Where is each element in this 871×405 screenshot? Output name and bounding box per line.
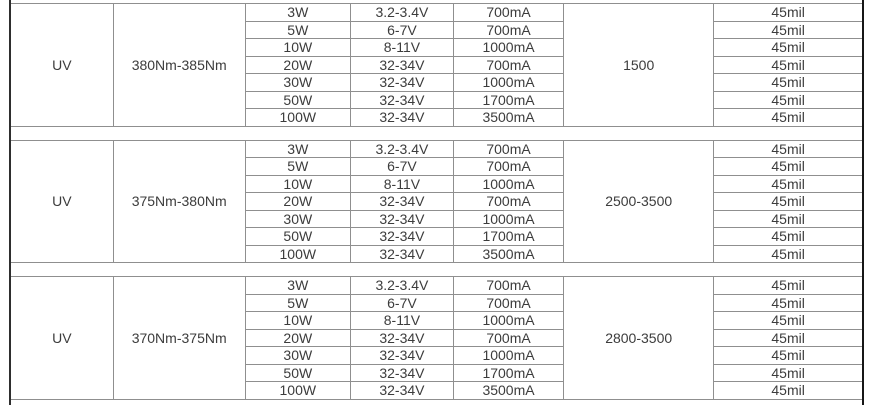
current-cell: 700mA <box>453 4 563 22</box>
wavelength-cell: 375Nm-380Nm <box>113 140 245 263</box>
spacer-cell <box>10 126 863 140</box>
current-cell: 700mA <box>453 193 563 211</box>
voltage-cell: 6-7V <box>350 21 453 39</box>
wattage-cell: 5W <box>245 21 350 39</box>
chip-size-cell: 45mil <box>714 4 863 22</box>
current-cell: 700mA <box>453 277 563 295</box>
spec-row <box>10 4 863 22</box>
chip-size-cell: 45mil <box>714 193 863 211</box>
chip-size-cell: 45mil <box>714 312 863 330</box>
wavelength-cell: 370Nm-375Nm <box>113 277 245 400</box>
spacer-row <box>10 263 863 277</box>
chip-size-cell: 45mil <box>714 329 863 347</box>
wavelength-cell: 380Nm-385Nm <box>113 4 245 127</box>
led-type-cell: UV <box>10 140 113 263</box>
spacer-row <box>10 126 863 140</box>
current-cell: 1000mA <box>453 39 563 57</box>
spec-row <box>10 140 863 158</box>
spacer-cell <box>10 263 863 277</box>
voltage-cell: 32-34V <box>350 74 453 92</box>
output-cell: 2800-3500 <box>564 277 714 400</box>
chip-size-cell: 45mil <box>714 158 863 176</box>
current-cell: 1000mA <box>453 210 563 228</box>
current-cell: 700mA <box>453 140 563 158</box>
voltage-cell: 8-11V <box>350 312 453 330</box>
wattage-cell: 10W <box>245 175 350 193</box>
wattage-cell: 20W <box>245 56 350 74</box>
wattage-cell: 50W <box>245 228 350 246</box>
current-cell: 1000mA <box>453 312 563 330</box>
current-cell: 1000mA <box>453 175 563 193</box>
chip-size-cell: 45mil <box>714 382 863 400</box>
wattage-cell: 3W <box>245 277 350 295</box>
current-cell: 1700mA <box>453 364 563 382</box>
output-cell: 1500 <box>564 4 714 127</box>
voltage-cell: 3.2-3.4V <box>350 277 453 295</box>
chip-size-cell: 45mil <box>714 74 863 92</box>
voltage-cell: 32-34V <box>350 347 453 365</box>
wattage-cell: 20W <box>245 329 350 347</box>
voltage-cell: 32-34V <box>350 210 453 228</box>
current-cell: 3500mA <box>453 245 563 263</box>
voltage-cell: 32-34V <box>350 329 453 347</box>
led-type-cell: UV <box>10 4 113 127</box>
wattage-cell: 30W <box>245 347 350 365</box>
current-cell: 700mA <box>453 294 563 312</box>
wattage-cell: 5W <box>245 294 350 312</box>
wattage-cell: 3W <box>245 140 350 158</box>
voltage-cell: 3.2-3.4V <box>350 4 453 22</box>
wattage-cell: 50W <box>245 91 350 109</box>
chip-size-cell: 45mil <box>714 56 863 74</box>
current-cell: 1000mA <box>453 347 563 365</box>
voltage-cell: 6-7V <box>350 158 453 176</box>
uv-led-spec-table <box>9 0 864 405</box>
chip-size-cell: 45mil <box>714 210 863 228</box>
current-cell: 3500mA <box>453 109 563 127</box>
chip-size-cell: 45mil <box>714 109 863 127</box>
spec-row <box>10 277 863 295</box>
voltage-cell: 6-7V <box>350 294 453 312</box>
current-cell: 1000mA <box>453 74 563 92</box>
voltage-cell: 32-34V <box>350 56 453 74</box>
voltage-cell: 32-34V <box>350 364 453 382</box>
current-cell: 1700mA <box>453 228 563 246</box>
current-cell: 1700mA <box>453 91 563 109</box>
spacer-row <box>10 399 863 405</box>
current-cell: 700mA <box>453 56 563 74</box>
voltage-cell: 8-11V <box>350 175 453 193</box>
chip-size-cell: 45mil <box>714 228 863 246</box>
current-cell: 700mA <box>453 158 563 176</box>
voltage-cell: 32-34V <box>350 245 453 263</box>
spacer-cell <box>10 399 863 405</box>
wattage-cell: 10W <box>245 39 350 57</box>
chip-size-cell: 45mil <box>714 277 863 295</box>
chip-size-cell: 45mil <box>714 21 863 39</box>
chip-size-cell: 45mil <box>714 294 863 312</box>
chip-size-cell: 45mil <box>714 175 863 193</box>
wattage-cell: 5W <box>245 158 350 176</box>
voltage-cell: 32-34V <box>350 228 453 246</box>
wattage-cell: 30W <box>245 210 350 228</box>
voltage-cell: 8-11V <box>350 39 453 57</box>
chip-size-cell: 45mil <box>714 91 863 109</box>
wattage-cell: 100W <box>245 382 350 400</box>
chip-size-cell: 45mil <box>714 364 863 382</box>
wattage-cell: 20W <box>245 193 350 211</box>
current-cell: 700mA <box>453 329 563 347</box>
chip-size-cell: 45mil <box>714 140 863 158</box>
voltage-cell: 32-34V <box>350 193 453 211</box>
chip-size-cell: 45mil <box>714 245 863 263</box>
wattage-cell: 3W <box>245 4 350 22</box>
spec-table-body <box>10 0 863 405</box>
wattage-cell: 10W <box>245 312 350 330</box>
wattage-cell: 50W <box>245 364 350 382</box>
current-cell: 700mA <box>453 21 563 39</box>
output-cell: 2500-3500 <box>564 140 714 263</box>
wattage-cell: 100W <box>245 245 350 263</box>
voltage-cell: 3.2-3.4V <box>350 140 453 158</box>
wattage-cell: 100W <box>245 109 350 127</box>
wattage-cell: 30W <box>245 74 350 92</box>
voltage-cell: 32-34V <box>350 91 453 109</box>
voltage-cell: 32-34V <box>350 382 453 400</box>
chip-size-cell: 45mil <box>714 39 863 57</box>
led-type-cell: UV <box>10 277 113 400</box>
voltage-cell: 32-34V <box>350 109 453 127</box>
chip-size-cell: 45mil <box>714 347 863 365</box>
current-cell: 3500mA <box>453 382 563 400</box>
